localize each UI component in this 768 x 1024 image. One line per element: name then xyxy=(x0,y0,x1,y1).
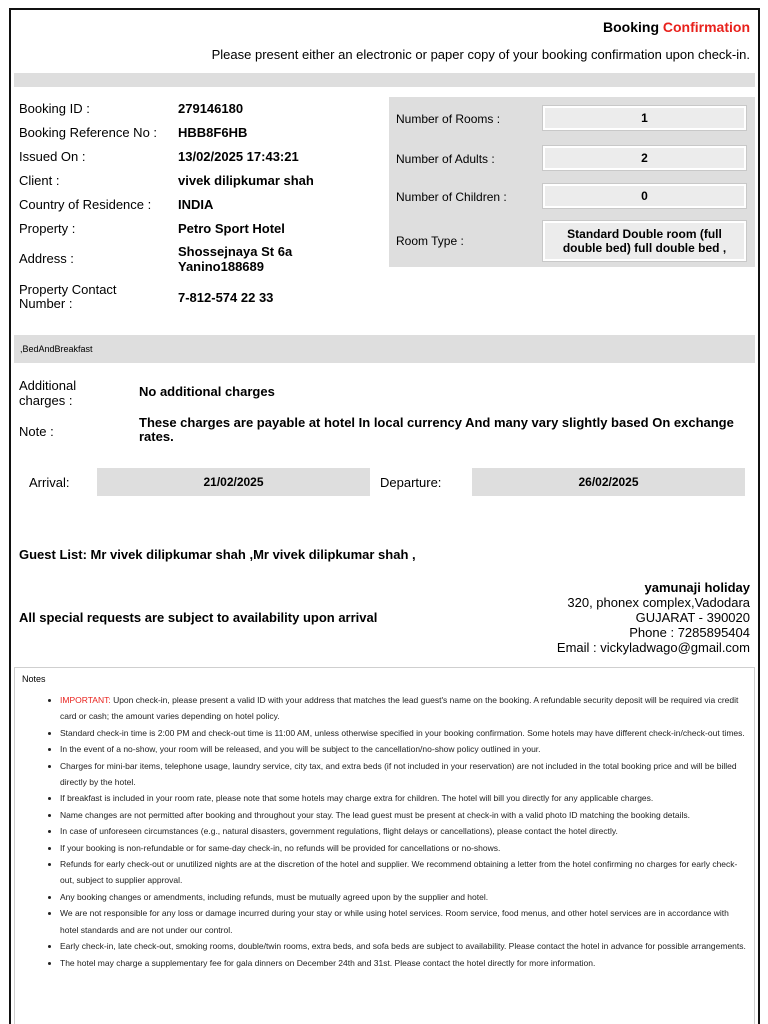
note-item: • Standard check-in time is 2:00 PM and check-out time is 11:00 AM, unless otherwise specified in your booking confirmation. Some hotels may have different check-in/check-out times. xyxy=(60,725,748,741)
page-title xyxy=(603,19,750,35)
note-item: • Any booking changes or amendments, including refunds, must be mutually agreed upon by the supplier and hotel. xyxy=(60,889,748,905)
rooms-value: 1 xyxy=(543,106,746,130)
contact-label-line1: Property Contact xyxy=(19,282,117,297)
children-value: 0 xyxy=(543,184,746,208)
page-subtitle: Please present either an electronic or paper copy of your booking confirmation upon check-in. xyxy=(211,47,750,62)
title-prefix: Booking xyxy=(603,19,659,35)
departure-date: 26/02/2025 xyxy=(472,468,745,496)
additional-charges-label xyxy=(19,378,76,408)
address-label: Address : xyxy=(19,251,74,266)
agency-contact-block xyxy=(557,580,750,655)
rooms-label: Number of Rooms : xyxy=(396,112,501,126)
agency-name: yamunaji holiday xyxy=(644,580,750,595)
note-item: • If your booking is non-refundable or for same-day check-in, no refunds will be provided for cancellations or no-shows. xyxy=(60,840,748,856)
note-item: • In the event of a no-show, your room will be released, and you will be subject to the cancellation/no-show policy outlined in your. xyxy=(60,741,748,757)
room-type-line1: Standard Double room (full xyxy=(567,227,722,241)
special-requests-note: All special requests are subject to availability upon arrival xyxy=(19,610,378,625)
issued-on-label: Issued On : xyxy=(19,149,86,164)
client-label: Client : xyxy=(19,173,60,188)
note-item: • Early check-in, late check-out, smoking rooms, double/twin rooms, extra beds, and sofa beds are subject to availability. Please contact the hotel in advance for possible arrangements. xyxy=(60,938,748,954)
agency-email[interactable]: Email : vickyladwago@gmail.com xyxy=(556,640,750,655)
children-label: Number of Children : xyxy=(396,190,507,204)
agency-phone: Phone : 7285895404 xyxy=(629,625,750,640)
note-item: • Name changes are not permitted after booking and throughout your stay. The lead guest must be present at check-in with a valid photo ID matching the booking details. xyxy=(60,807,748,823)
booking-reference-value: HBB8F6HB xyxy=(178,125,248,140)
country-value: INDIA xyxy=(178,197,214,212)
additional-label-line1: Additional xyxy=(19,378,77,393)
important-prefix: IMPORTANT: xyxy=(60,695,111,705)
room-type-label: Room Type : xyxy=(396,234,464,248)
departure-label: Departure: xyxy=(380,475,442,490)
arrival-label: Arrival: xyxy=(29,475,70,490)
note-item: • We are not responsible for any loss or damage incurred during your stay or while using hotel services. Room service, food menus, and other hotel services are in accordance with hotel standards and are not under our control. xyxy=(60,905,748,938)
note-label: Note : xyxy=(19,424,54,439)
room-type-line2: double bed) full double bed , xyxy=(562,241,727,255)
booking-id-label: Booking ID : xyxy=(19,101,90,116)
header-divider-bar xyxy=(14,73,755,87)
room-type-value xyxy=(543,221,746,261)
note-item: • If breakfast is included in your room rate, please note that some hotels may charge extra for children. The hotel will bill you directly for any applicable charges. xyxy=(60,790,748,806)
note-item: • Charges for mini-bar items, telephone usage, laundry service, city tax, and extra beds (if not included in your reservation) are not included in the total booking price and will be billed directly by the hotel. xyxy=(60,758,748,791)
property-contact-value: 7-812-574 22 33 xyxy=(178,290,274,305)
notes-title: Notes xyxy=(22,674,46,684)
adults-value: 2 xyxy=(543,146,746,170)
arrival-date: 21/02/2025 xyxy=(97,468,370,496)
address-value xyxy=(178,244,292,274)
property-value: Petro Sport Hotel xyxy=(178,221,285,236)
property-label: Property : xyxy=(19,221,76,236)
note-item: • The hotel may charge a supplementary fee for gala dinners on December 24th and 31st. Please contact the hotel directly for more information. xyxy=(60,955,748,971)
adults-label: Number of Adults : xyxy=(396,152,495,166)
issued-on-value: 13/02/2025 17:43:21 xyxy=(178,149,299,164)
note-item: • IMPORTANT: Upon check-in, please present a valid ID with your address that matches the lead guest's name on the booking. A refundable security deposit will be required via credit card or cash; the amount varies depending on hotel policy. xyxy=(60,692,748,725)
agency-address: 320, phonex complex,Vadodara xyxy=(567,595,750,610)
contact-label-line2: Number : xyxy=(19,296,73,311)
property-contact-label xyxy=(19,283,174,311)
client-value: vivek dilipkumar shah xyxy=(178,173,314,188)
notes-section xyxy=(14,667,755,1024)
country-label: Country of Residence : xyxy=(19,197,152,212)
additional-charges-value: No additional charges xyxy=(139,384,275,399)
note-value: These charges are payable at hotel In local currency And many vary slightly based On exchange rates. xyxy=(139,415,734,444)
agency-state: GUJARAT - 390020 xyxy=(635,610,750,625)
address-line1: Shossejnaya St 6a xyxy=(178,244,293,259)
meal-plan-bar: ,BedAndBreakfast xyxy=(14,335,755,363)
note-item: • Refunds for early check-out or unutilized nights are at the discretion of the hotel and supplier. We recommend obtaining a letter from the hotel confirming no charges for early check-out, subject to supplier approval. xyxy=(60,856,748,889)
title-accent: Confirmation xyxy=(662,19,750,35)
booking-id-value: 279146180 xyxy=(178,101,244,116)
additional-label-line2: charges : xyxy=(19,393,73,408)
note-item: • In case of unforeseen circumstances (e.g., natural disasters, government regulations, flight delays or cancellations), please contact the hotel directly. xyxy=(60,823,748,839)
booking-reference-label: Booking Reference No : xyxy=(19,125,158,140)
guest-list: Guest List: Mr vivek dilipkumar shah ,Mr vivek dilipkumar shah , xyxy=(19,547,416,562)
address-line2: Yanino188689 xyxy=(178,259,264,274)
notes-list xyxy=(60,692,748,971)
